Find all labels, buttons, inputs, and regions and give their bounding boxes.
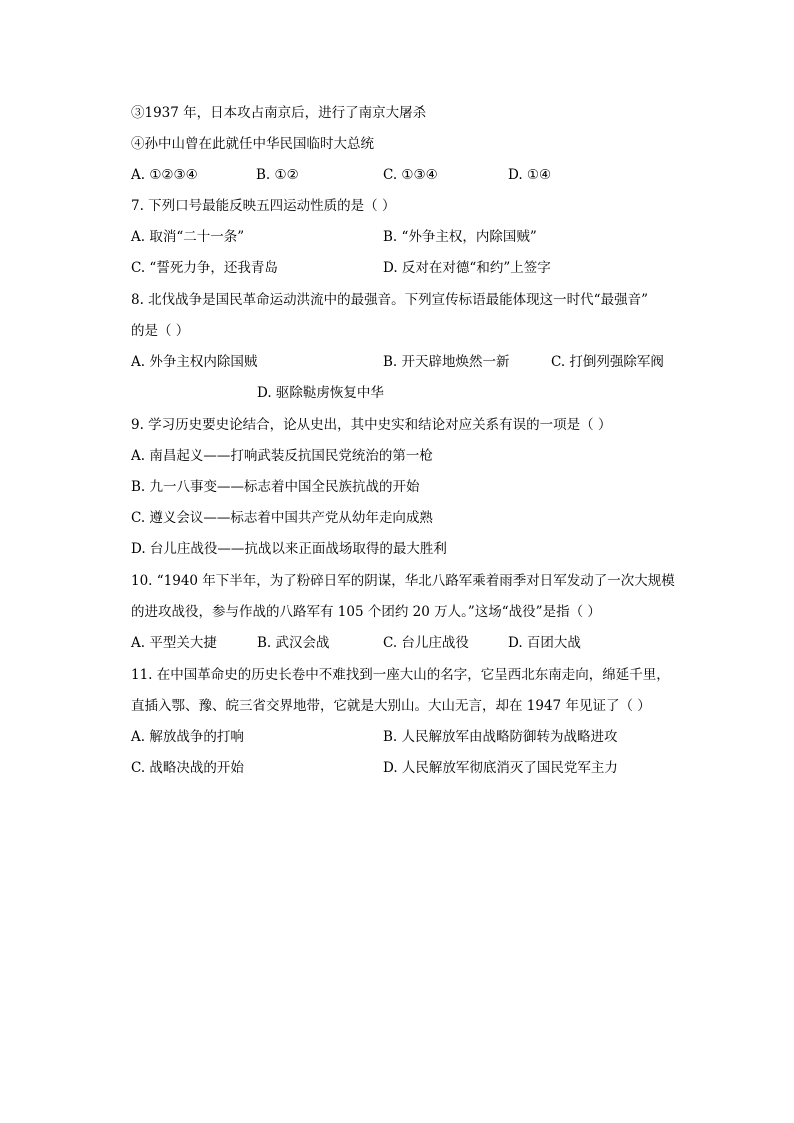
q8-option-a: A. 外争主权内除国贼 (131, 354, 258, 370)
q6-option-d: D. ①④ (508, 167, 552, 183)
q11-option-d: D. 人民解放军彻底消灭了国民党军主力 (383, 760, 618, 776)
q10-option-c: C. 台儿庄战役 (383, 635, 469, 651)
statement-4: ④孙中山曾在此就任中华民国临时大总统 (131, 136, 374, 152)
q9-stem: 9. 学习历史要史论结合，论从史出，其中史实和结论对应关系有误的一项是（ ） (131, 417, 612, 433)
q11-stem-line1: 11. 在中国革命史的历史长卷中不难找到一座大山的名字，它呈西北东南走向，绵延千里， (131, 667, 670, 683)
q7-stem: 7. 下列口号最能反映五四运动性质的是（ ） (131, 198, 396, 214)
statement-3: ③1937 年，日本攻占南京后，进行了南京大屠杀 (131, 105, 427, 121)
q7-option-a: A. 取消“二十一条” (131, 229, 245, 245)
q9-option-c: C. 遵义会议——标志着中国共产党从幼年走向成熟 (131, 510, 433, 526)
q11-stem-line2: 直插入鄂、豫、皖三省交界地带，它就是大别山。大山无言，却在 1947 年见证了（ ） (131, 698, 651, 714)
q10-option-b: B. 武汉会战 (257, 635, 330, 651)
q11-option-c: C. 战略决战的开始 (131, 760, 244, 776)
q8-option-c: C. 打倒列强除军阀 (551, 354, 664, 370)
q10-option-d: D. 百团大战 (508, 635, 581, 651)
q8-stem-line1: 8. 北伐战争是国民革命运动洪流中的最强音。下列宣传标语最能体现这一时代“最强音” (131, 292, 648, 308)
q8-option-b: B. 开天辟地焕然一新 (383, 354, 510, 370)
q6-option-a: A. ①②③④ (131, 167, 198, 183)
q6-option-b: B. ①② (256, 167, 299, 183)
q11-option-b: B. 人民解放军由战略防御转为战略进攻 (383, 729, 618, 745)
q8-option-d: D. 驱除鞑虏恢复中华 (257, 385, 384, 401)
q10-stem-line1: 10. “1940 年下半年，为了粉碎日军的阴谋，华北八路军乘着雨季对日军发动了一次大规模 (131, 573, 675, 589)
q10-stem-line2: 的进攻战役，参与作战的八路军有 105 个团约 20 万人。”这场“战役”是指（ ） (131, 604, 601, 620)
q9-option-d: D. 台儿庄战役——抗战以来正面战场取得的最大胜利 (131, 541, 447, 557)
q7-option-b: B. “外争主权，内除国贼” (383, 229, 537, 245)
q7-option-c: C. “誓死力争，还我青岛 (131, 260, 278, 276)
q7-option-d: D. 反对在对德“和约”上签字 (383, 260, 551, 276)
q9-option-a: A. 南昌起义——打响武装反抗国民党统治的第一枪 (131, 448, 433, 464)
q9-option-b: B. 九一八事变——标志着中国全民族抗战的开始 (131, 479, 420, 495)
q6-option-c: C. ①③④ (383, 167, 438, 183)
q10-option-a: A. 平型关大捷 (131, 635, 217, 651)
q11-option-a: A. 解放战争的打响 (131, 729, 244, 745)
q8-stem-line2: 的是（ ） (131, 323, 190, 339)
